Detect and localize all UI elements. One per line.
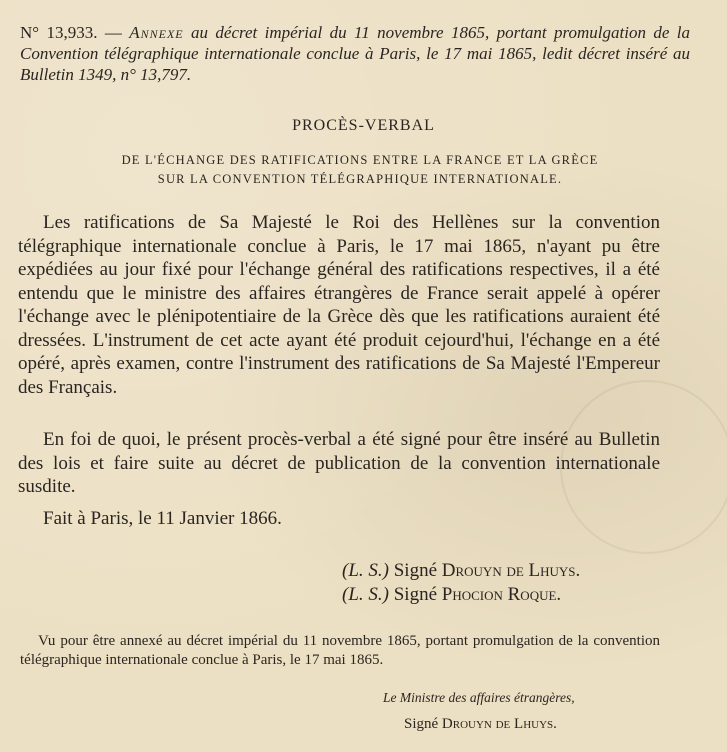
signed-word: Signé: [404, 716, 439, 732]
seal-mark: (L. S.): [342, 560, 389, 581]
signature-drouyn: [342, 560, 580, 582]
minister-signature: [404, 716, 557, 733]
subtitle-line-2: SUR LA CONVENTION TÉLÉGRAPHIQUE INTERNATIONALE.: [157, 172, 563, 186]
header-text: au décret impérial du 11 novembre 1865, portant promulgation de la Convention télégraphique internationale conclue à Paris, le 17 mai 1865, ledit décret inséré au Bulletin 1349, n° 13,797.: [20, 23, 691, 84]
minister-title: Le Ministre des affaires étrangères,: [383, 690, 575, 705]
subtitle: [80, 151, 640, 189]
header-annexe: Annexe: [129, 23, 184, 42]
annex-note: Vu pour être annexé au décret impérial du 11 novembre 1865, portant promulgation de la convention télégraphique internationale conclue à Paris, le 17 mai 1865.: [20, 633, 660, 668]
signed-word: Signé: [393, 584, 438, 605]
signatory-name: Drouyn de Lhuys.: [441, 560, 581, 581]
signed-word: Signé: [393, 560, 438, 581]
minister-name: Drouyn de Lhuys.: [441, 716, 557, 732]
date-line: Fait à Paris, le 11 Janvier 1866.: [43, 508, 282, 529]
page-title: PROCÈS-VERBAL: [292, 117, 435, 134]
paragraph-ratifications: Les ratifications de Sa Majesté le Roi des Hellènes sur la convention télégraphique internationale conclue à Paris, le 17 mai 1865, n'ayant pu être expédiées au jour fixé pour l'échange général des ratifications respectives, il a été entendu que le ministre des affaires étrangères de France serait appelé à opérer l'échange avec le plénipotentiaire de la Grèce dès que les ratifications auraient été dressées. L'instrument de cet acte ayant été produit cejourd'hui, l'échange en a été opéré, après examen, contre l'instrument des ratifications de Sa Majesté l'Empereur des Français.: [18, 212, 660, 398]
document-header: [20, 22, 690, 85]
paragraph-en-foi-de-quoi: En foi de quoi, le présent procès-verbal a été signé pour être inséré au Bulletin des lois et faire suite au décret de publication de la convention internationale susdite.: [18, 429, 660, 497]
signature-roque: [342, 584, 561, 606]
seal-mark: (L. S.): [342, 584, 389, 605]
subtitle-line-1: DE L'ÉCHANGE DES RATIFICATIONS ENTRE LA FRANCE ET LA GRÈCE: [121, 153, 599, 167]
signatory-name: Phocion Roque.: [441, 584, 562, 605]
header-number: N° 13,933. —: [20, 23, 122, 42]
